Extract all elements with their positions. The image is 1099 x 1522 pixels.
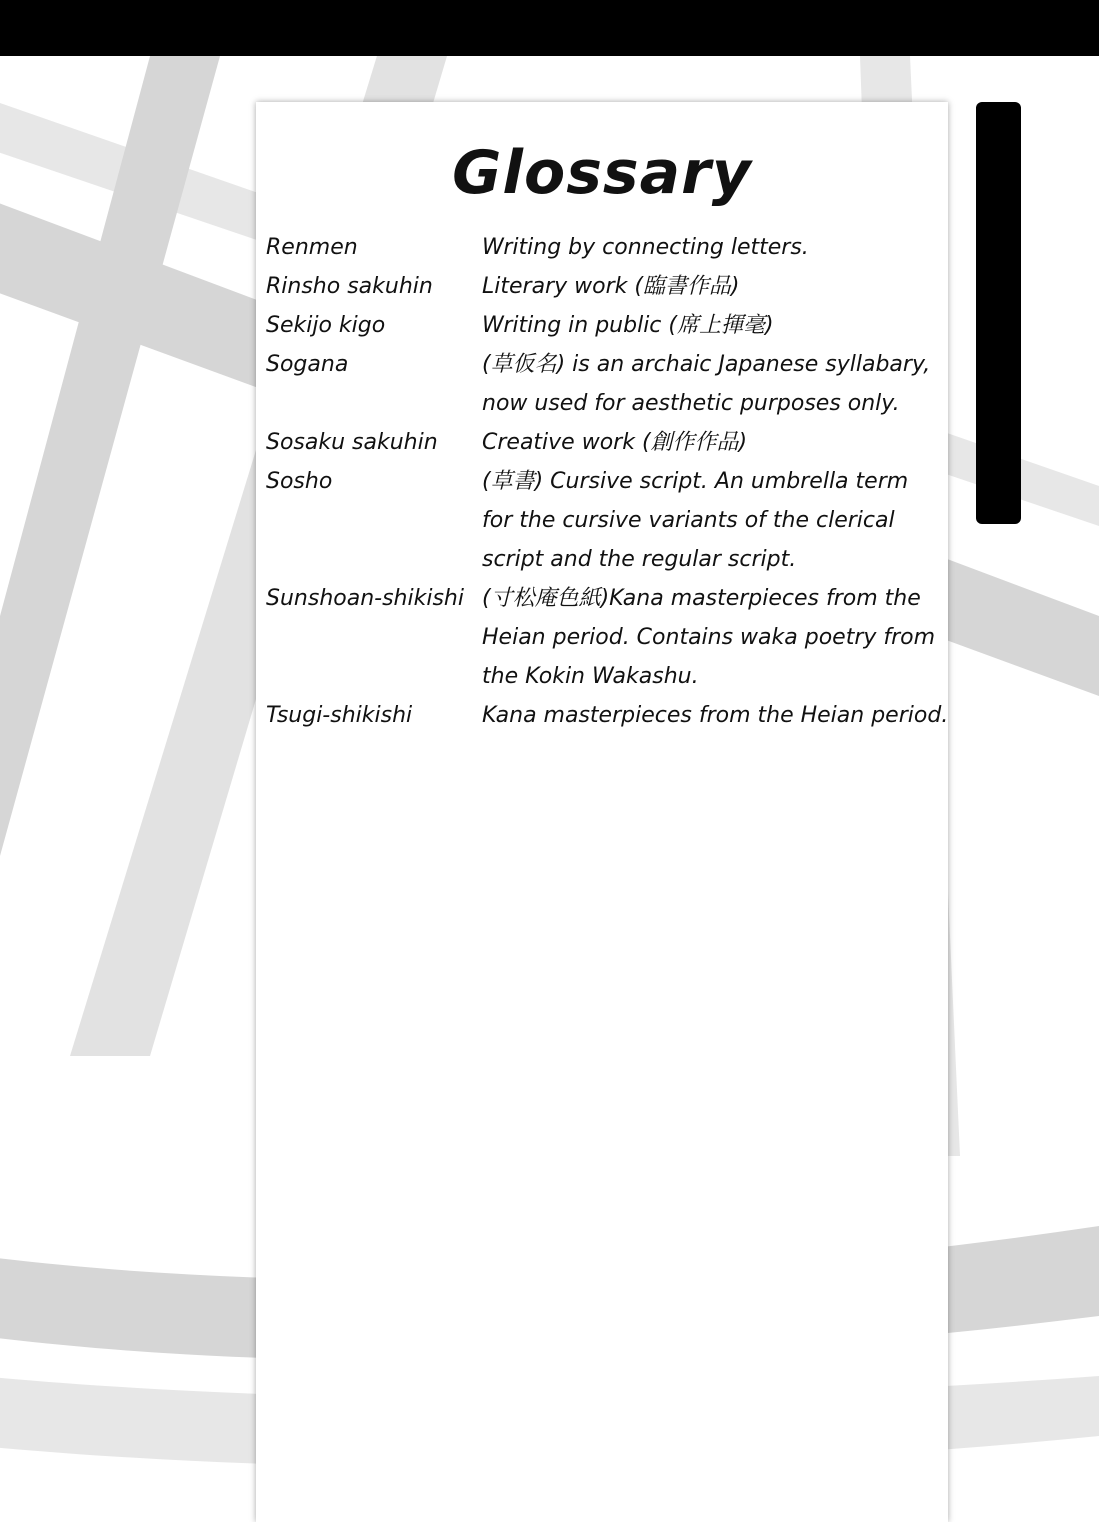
side-tab bbox=[976, 102, 1021, 524]
glossary-entry bbox=[266, 696, 949, 735]
definition-line: for the cursive variants of the clerical bbox=[482, 508, 895, 533]
definition-line: (草仮名) is an archaic Japanese syllabary, bbox=[482, 352, 931, 377]
glossary-definition bbox=[482, 696, 948, 735]
glossary-definition bbox=[482, 228, 946, 267]
glossary-term: Sosaku sakuhin bbox=[266, 430, 438, 455]
glossary-definition bbox=[482, 306, 946, 345]
definition-line: the Kokin Wakashu. bbox=[482, 664, 699, 689]
glossary-definition bbox=[482, 267, 946, 306]
glossary-term: Rinsho sakuhin bbox=[266, 274, 433, 299]
glossary-entry bbox=[266, 579, 946, 696]
glossary-term: Sunshoan-shikishi bbox=[266, 586, 464, 611]
glossary-term: Sosho bbox=[266, 469, 333, 494]
definition-line: Heian period. Contains waka poetry from bbox=[482, 625, 936, 650]
glossary-entry bbox=[266, 462, 946, 579]
definition-line: Kana masterpieces from the Heian period. bbox=[482, 703, 949, 728]
glossary-entry bbox=[266, 228, 946, 267]
definition-line: Literary work (臨書作品) bbox=[482, 274, 740, 299]
definition-line: script and the regular script. bbox=[482, 547, 797, 572]
glossary-content bbox=[256, 0, 948, 1500]
glossary-entry bbox=[266, 345, 946, 423]
glossary-term: Sekijo kigo bbox=[266, 313, 386, 338]
glossary-entry bbox=[266, 267, 946, 306]
glossary-term: Sogana bbox=[266, 352, 349, 377]
definition-line: (草書) Cursive script. An umbrella term bbox=[482, 469, 909, 494]
definition-line: Creative work (創作作品) bbox=[482, 430, 748, 455]
definition-line: Writing by connecting letters. bbox=[482, 235, 809, 260]
glossary-definition bbox=[482, 579, 946, 696]
page-title: Glossary bbox=[452, 138, 752, 208]
glossary-list bbox=[266, 228, 949, 735]
glossary-entry bbox=[266, 423, 946, 462]
definition-line: (寸松庵色紙)Kana masterpieces from the bbox=[482, 586, 921, 611]
glossary-term: Renmen bbox=[266, 235, 358, 260]
glossary-entry bbox=[266, 306, 946, 345]
glossary-definition bbox=[482, 345, 946, 423]
glossary-definition bbox=[482, 462, 946, 579]
glossary-term: Tsugi-shikishi bbox=[266, 703, 413, 728]
glossary-definition bbox=[482, 423, 946, 462]
definition-line: now used for aesthetic purposes only. bbox=[482, 391, 900, 416]
definition-line: Writing in public (席上揮毫) bbox=[482, 313, 774, 338]
